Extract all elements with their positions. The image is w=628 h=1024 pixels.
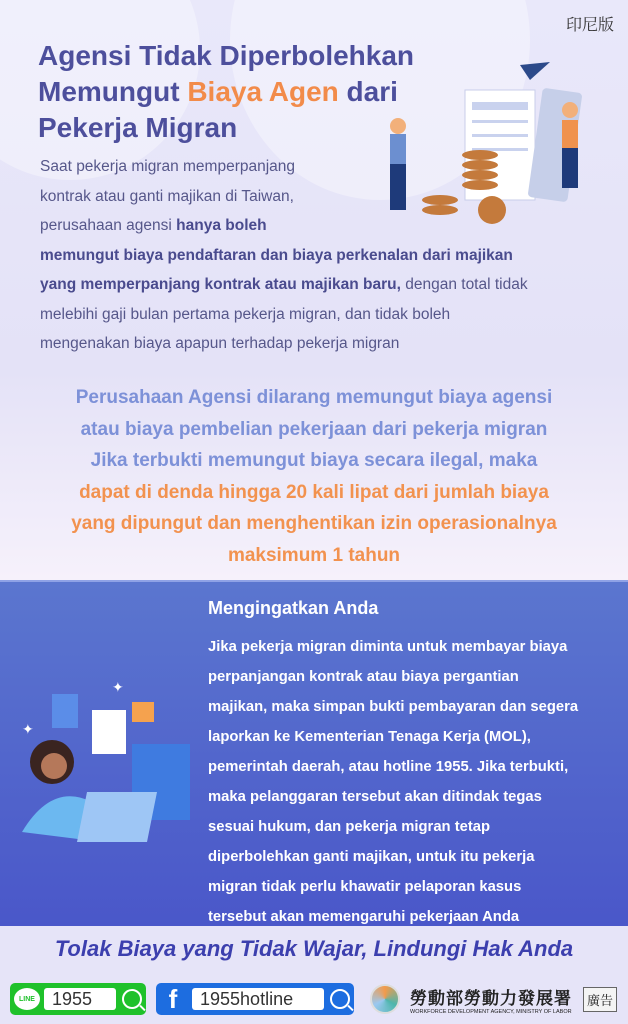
warning-line: Jika terbukti memungut biaya secara ilegal, maka (90, 450, 538, 471)
version-label: 印尼版 (565, 17, 614, 34)
page-title (38, 38, 414, 146)
reminder-body (208, 632, 578, 932)
intro-line: mengenakan biaya apapun terhadap pekerja migran (40, 335, 400, 352)
intro-text: dengan total tidak (400, 276, 528, 293)
ad-label: 廣告 (583, 987, 617, 1012)
title-highlight: Biaya Agen (187, 76, 339, 107)
title-text: dari (338, 76, 398, 107)
agency-name (410, 984, 572, 1015)
svg-text:✦: ✦ (22, 721, 34, 737)
reminder-line: migran tidak perlu khawatir pelaporan kasus (208, 879, 522, 895)
reminder-line: sesuai hukum, dan pekerja migran tetap (208, 819, 491, 835)
reminder-line: majikan, maka simpan bukti pembayaran dan segera (208, 699, 579, 715)
reminder-line: pemerintah daerah, atau hotline 1955. Jika terbukti, (208, 759, 569, 775)
search-icon (122, 989, 142, 1009)
intro-paragraph (40, 152, 528, 359)
line-id-field: 1955 (44, 988, 116, 1010)
intro-line (40, 241, 528, 271)
intro-text: perusahaan agensi (40, 217, 177, 234)
intro-line (40, 270, 528, 300)
svg-text:✦: ✦ (112, 682, 124, 695)
title-line: Pekerja Migran (38, 112, 238, 143)
title-line (38, 74, 414, 110)
header-section (0, 0, 628, 370)
intro-bold: yang memperpanjang kontrak atau majikan baru, (40, 276, 401, 293)
intro-line: Saat pekerja migran memperpanjang (40, 158, 296, 175)
penalty-line: dapat di denda hingga 20 kali lipat dari jumlah biaya (79, 481, 549, 503)
intro-line: kontrak atau ganti majikan di Taiwan, (40, 187, 294, 205)
title-line: Agensi Tidak Diperbolehkan (38, 40, 415, 71)
reminder-section (0, 580, 628, 926)
penalty-line: yang dipungut dan menghentikan izin operasionalnya (71, 513, 557, 534)
agency-name-en: WORKFORCE DEVELOPMENT AGENCY, MINISTRY OF LABOR (410, 1009, 572, 1015)
agency-logo-icon (370, 984, 400, 1014)
reminder-line: maka pelanggaran tersebut akan ditindak tegas (208, 789, 542, 805)
line-search-button[interactable] (10, 983, 146, 1015)
warning-section (0, 370, 628, 580)
reminder-line: laporkan ke Kementerian Tenaga Kerja (MOL), (208, 729, 531, 745)
intro-bold: memungut biaya pendaftaran dan biaya perkenalan dari majikan (40, 246, 513, 264)
facebook-icon: f (168, 983, 178, 1014)
reminder-line: tersebut akan memengaruhi pekerjaan Anda (208, 909, 520, 925)
intro-line (40, 211, 528, 241)
illustration-woman-laptop (12, 682, 197, 852)
title-text: Memungut (38, 76, 188, 107)
search-icon (330, 989, 350, 1009)
intro-line: melebihi gaji bulan pertama pekerja migran, dan tidak boleh (40, 305, 451, 323)
facebook-id-field: 1955hotline (192, 988, 324, 1010)
reminder-line: Jika pekerja migran diminta untuk membayar biaya (208, 639, 568, 655)
reminder-heading: Mengingatkan Anda (208, 598, 379, 618)
intro-bold: hanya boleh (176, 217, 267, 234)
reminder-line: perpanjangan kontrak atau biaya pergantian (208, 669, 519, 685)
line-icon: LINE (14, 988, 40, 1010)
penalty-line: maksimum 1 tahun (227, 544, 401, 566)
agency-name-zh: 勞動部勞動力發展署 (410, 989, 572, 1008)
warning-line: Perusahaan Agensi dilarang memungut biaya agensi (75, 387, 553, 408)
tagline: Tolak Biaya yang Tidak Wajar, Lindungi Hak Anda (54, 936, 574, 961)
warning-line: atau biaya pembelian pekerjaan dari pekerja migran (80, 418, 548, 440)
reminder-line: diperbolehkan ganti majikan, untuk itu pekerja (208, 849, 535, 865)
facebook-search-button[interactable] (156, 983, 354, 1015)
